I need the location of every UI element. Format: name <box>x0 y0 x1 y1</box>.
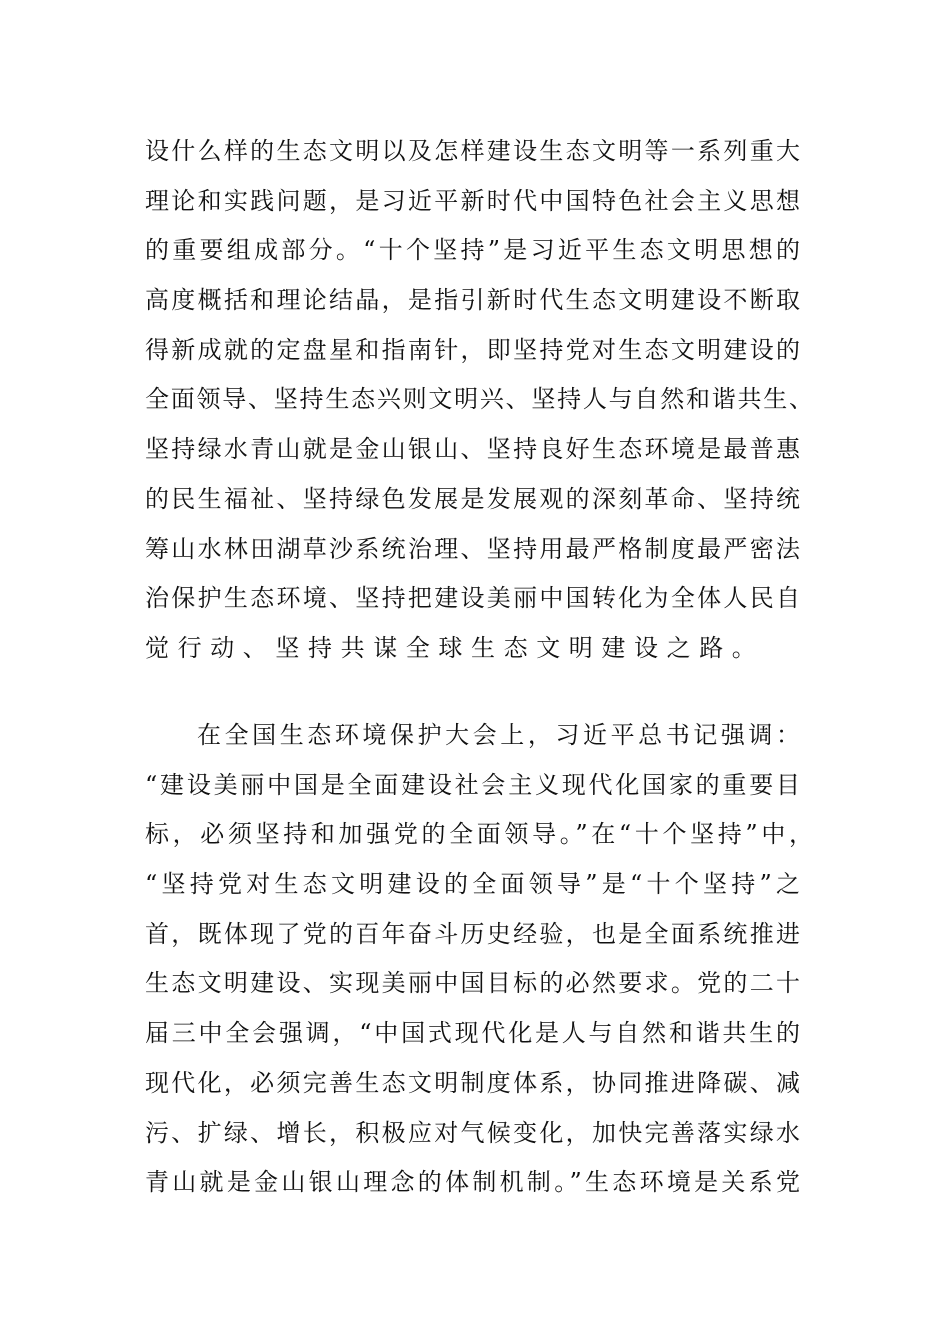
text-line: 标，必须坚持和加强党的全面领导。”在“十个坚持”中， <box>145 820 813 849</box>
text-line: 首，既体现了党的百年奋斗历史经验，也是全面系统推进 <box>145 919 800 948</box>
text-line: 治保护生态环境、坚持把建设美丽中国转化为全体人民自 <box>145 584 800 613</box>
text-line: 的重要组成部分。“十个坚持”是习近平生态文明思想的 <box>145 236 800 265</box>
text-line: 筹山水林田湖草沙系统治理、坚持用最严格制度最严密法 <box>145 534 800 563</box>
paragraph-1 <box>145 127 813 674</box>
text-line: 在全国生态环境保护大会上，习近平总书记强调： <box>197 721 800 749</box>
text-line: 得新成就的定盘星和指南针，即坚持党对生态文明建设的 <box>145 335 800 364</box>
text-line: 坚持绿水青山就是金山银山、坚持良好生态环境是最普惠 <box>145 435 800 464</box>
text-line: 污、扩绿、增长，积极应对气候变化，加快完善落实绿水 <box>145 1118 800 1147</box>
text-line: 高度概括和理论结晶，是指引新时代生态文明建设不断取 <box>145 286 800 315</box>
paragraph-2 <box>145 711 813 1208</box>
text-line: 生态文明建设、实现美丽中国目标的必然要求。党的二十 <box>145 969 800 998</box>
text-line: 理论和实践问题，是习近平新时代中国特色社会主义思想 <box>145 186 800 215</box>
text-line: 全面领导、坚持生态兴则文明兴、坚持人与自然和谐共生、 <box>145 385 813 414</box>
text-line: 的民生福祉、坚持绿色发展是发展观的深刻革命、坚持统 <box>145 484 800 513</box>
text-line: 设什么样的生态文明以及怎样建设生态文明等一系列重大 <box>145 137 800 165</box>
text-line: 届三中全会强调，“中国式现代化是人与自然和谐共生的 <box>145 1019 800 1048</box>
text-line: 觉行动、坚持共谋全球生态文明建设之路。 <box>145 633 765 662</box>
text-line: 青山就是金山银山理念的体制机制。”生态环境是关系党 <box>145 1168 800 1197</box>
text-line: “建设美丽中国是全面建设社会主义现代化国家的重要目 <box>145 770 800 799</box>
text-line: “坚持党对生态文明建设的全面领导”是“十个坚持”之 <box>145 870 800 899</box>
text-line: 现代化，必须完善生态文明制度体系，协同推进降碳、减 <box>145 1068 800 1097</box>
